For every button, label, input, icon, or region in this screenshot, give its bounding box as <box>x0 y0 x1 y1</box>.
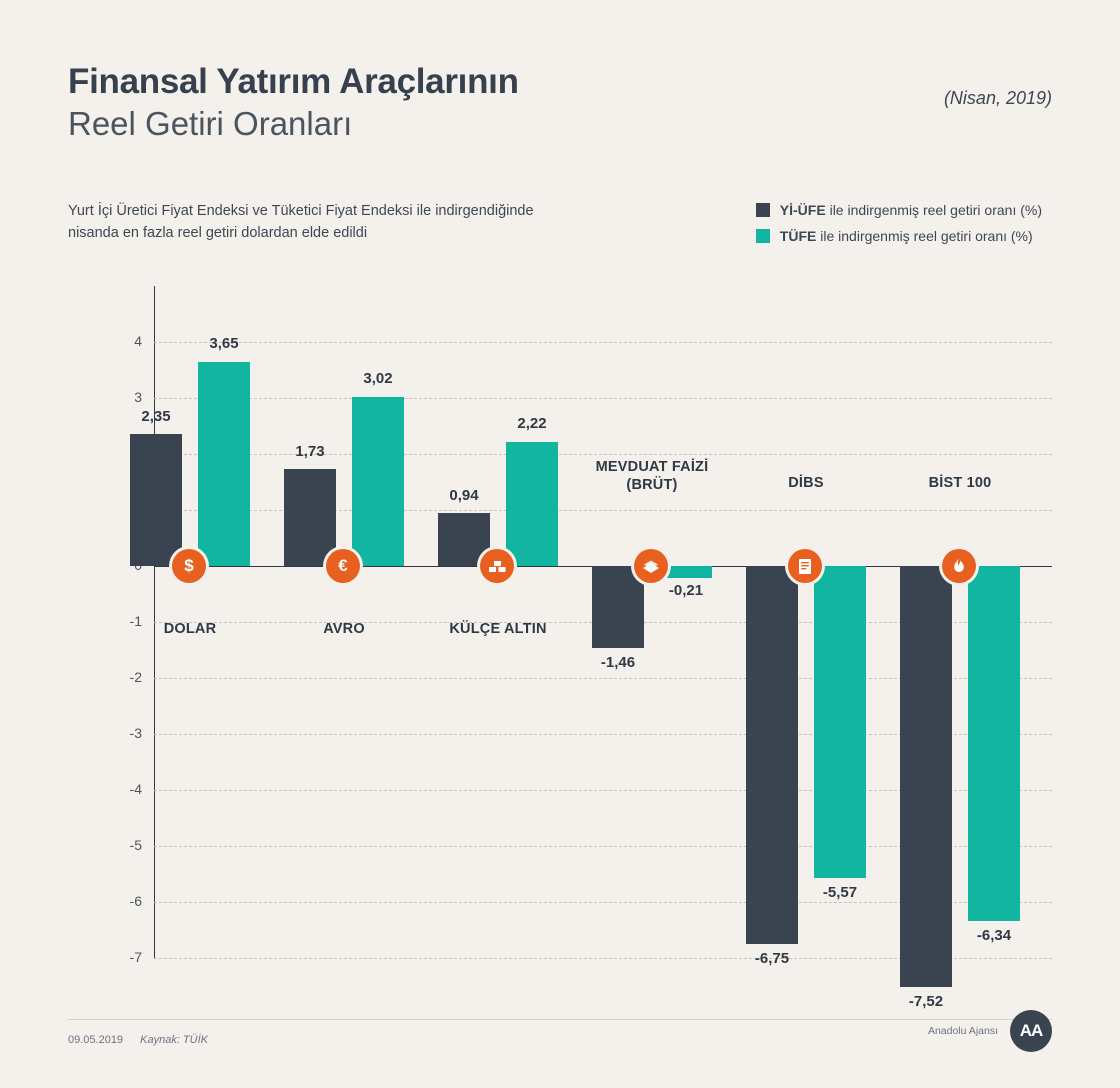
legend-label-ufe-rest: ile indirgenmiş reel getiri oranı (%) <box>825 202 1042 218</box>
bar-value-tufe-bist100: -6,34 <box>976 927 1012 944</box>
bond-document-icon <box>788 549 822 583</box>
y-tick-label: 4 <box>134 333 142 349</box>
category-label-bist100: BİST 100 <box>928 475 992 491</box>
bar-value-ufe-dolar: 2,35 <box>141 408 171 425</box>
legend-label-tufe-rest: ile indirgenmiş reel getiri oranı (%) <box>816 228 1033 244</box>
bar-value-tufe-dolar: 3,65 <box>209 335 239 352</box>
footer-date: 09.05.2019 <box>68 1034 124 1046</box>
bar-ufe-bist100[interactable] <box>900 566 952 987</box>
bar-tufe-kulce-altin[interactable] <box>506 442 558 566</box>
agency-name: Anadolu Ajansı <box>927 1025 998 1037</box>
euro-icon: € <box>326 549 360 583</box>
bar-tufe-dibs[interactable] <box>814 566 866 878</box>
category-label-avro: AVRO <box>323 621 365 637</box>
bar-value-tufe-mevduat: -0,21 <box>668 582 704 599</box>
legend-label-ufe-bold: Yİ-ÜFE <box>779 202 826 218</box>
y-tick-label: -1 <box>129 613 142 629</box>
chart-description: Yurt İçi Üretici Fiyat Endeksi ve Tüketici Fiyat Endeksi ile indirgendiğinde nisanda en fazla reel getiri dolardan elde edildi <box>68 203 534 242</box>
bar-value-ufe-dibs: -6,75 <box>754 950 790 967</box>
bar-ufe-mevduat[interactable] <box>592 566 644 648</box>
footer-source: Kaynak: TÜİK <box>140 1034 208 1046</box>
bar-value-ufe-mevduat: -1,46 <box>600 654 636 671</box>
bar-value-tufe-kulce-altin: 2,22 <box>517 415 547 432</box>
legend-label-tufe-bold: TÜFE <box>779 228 817 244</box>
y-tick-label: -6 <box>129 893 142 909</box>
category-label-dolar: DOLAR <box>163 621 217 637</box>
bar-tufe-dolar[interactable] <box>198 362 250 566</box>
bar-ufe-avro[interactable] <box>284 469 336 566</box>
legend-item-ufe <box>756 202 1042 218</box>
bist-flame-icon <box>942 549 976 583</box>
bar-tufe-avro[interactable] <box>352 397 404 566</box>
bar-value-ufe-kulce-altin: 0,94 <box>449 487 479 504</box>
page-header <box>68 62 1052 143</box>
dollar-icon: $ <box>172 549 206 583</box>
y-tick-label: -2 <box>129 669 142 685</box>
legend-swatch-tufe <box>756 229 770 243</box>
aa-logo-icon: AA <box>1010 1010 1052 1052</box>
category-label-mevduat: MEVDUAT FAİZİ (BRÜT) <box>595 459 709 494</box>
bar-chart <box>68 286 1052 1010</box>
page-subtitle: Reel Getiri Oranları <box>68 105 353 143</box>
gridline-3 <box>154 398 1052 399</box>
bar-value-tufe-avro: 3,02 <box>363 370 393 387</box>
period-label: (Nisan, 2019) <box>943 88 1052 108</box>
gridline-4 <box>154 342 1052 343</box>
y-tick-label: -4 <box>129 781 142 797</box>
y-tick-label: 3 <box>134 389 142 405</box>
footer-divider <box>68 1019 1052 1020</box>
legend-swatch-ufe <box>756 203 770 217</box>
footer-right <box>928 1010 1052 1052</box>
bar-value-ufe-bist100: -7,52 <box>908 993 944 1010</box>
bar-ufe-dolar[interactable] <box>130 434 182 566</box>
bar-tufe-bist100[interactable] <box>968 566 1020 921</box>
plot-area <box>92 286 1052 1010</box>
bar-value-tufe-dibs: -5,57 <box>822 884 858 901</box>
y-tick-label: -7 <box>129 949 142 965</box>
bar-ufe-dibs[interactable] <box>746 566 798 944</box>
gold-bar-icon <box>480 549 514 583</box>
category-label-dibs: DİBS <box>788 475 824 491</box>
y-tick-label: -5 <box>129 837 142 853</box>
money-stack-icon <box>634 549 668 583</box>
footer-left <box>68 1034 208 1046</box>
y-tick-label: -3 <box>129 725 142 741</box>
category-label-kulce-altin: KÜLÇE ALTIN <box>449 621 547 637</box>
chart-legend <box>756 202 1042 254</box>
page-title: Finansal Yatırım Araçlarının <box>68 62 519 101</box>
legend-item-tufe <box>756 228 1042 244</box>
bar-value-ufe-avro: 1,73 <box>295 443 325 460</box>
